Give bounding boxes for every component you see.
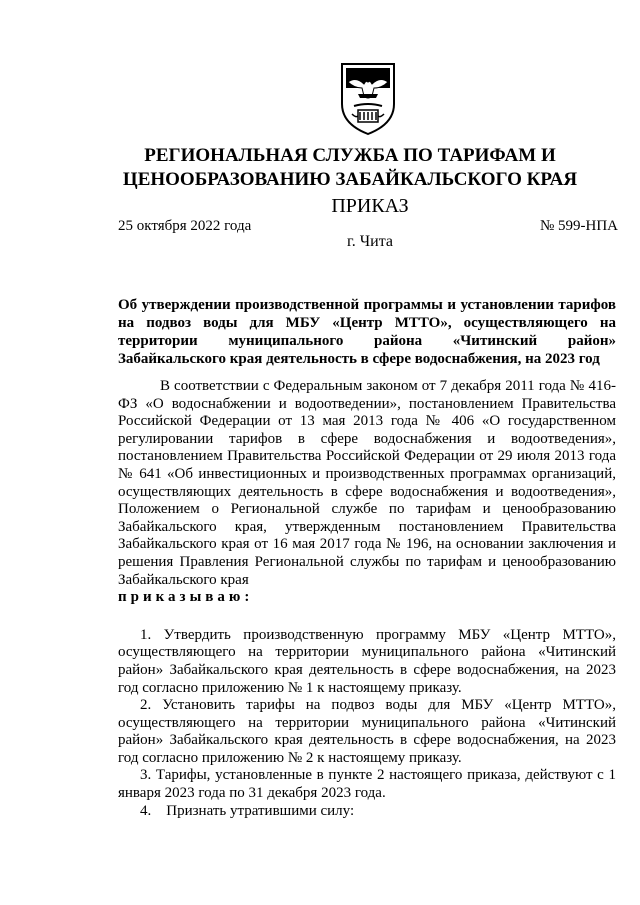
title-line: Об утверждении производственной программы и установлении тарифов xyxy=(118,297,616,313)
title-line: Забайкальского края деятельность в сфере водоснабжения, на 2023 год xyxy=(118,351,600,367)
org-line-2: ЦЕНООБРАЗОВАНИЮ ЗАБАЙКАЛЬСКОГО КРАЯ xyxy=(122,169,578,190)
organization-name xyxy=(110,144,590,192)
order-word xyxy=(118,589,616,607)
document-type: ПРИКАЗ xyxy=(331,195,409,217)
preamble-paragraph: В соответствии с Федеральным законом от 7 декабря 2011 года № 416-ФЗ «О водоснабжении и водоотведении», постановлением Правительства Российской Федерации от 13 мая 2013 года № 406 «О государственном регулировании тарифов в сфере водоснабжения и водоотведения», постановлением Правительства Российской Федерации от 29 июля 2013 года № 641 «Об инвестиционных и производственных программах организаций, осуществляющих деятельность в сфере водоснабжения и водоотведения», Положением о Региональной службе по тарифам и ценообразованию Забайкальского края, утвержденным постановлением Правительства Забайкальского края от 16 мая 2017 года № 196, на основании заключения и решения Правления Региональной службы по тарифам и ценообразованию Забайкальского края xyxy=(118,378,616,588)
document-title xyxy=(118,296,616,368)
document-city: г. Чита xyxy=(346,233,393,250)
document-number: № 599-НПА xyxy=(539,218,618,234)
title-line: территории муниципального района «Читинский район» xyxy=(118,333,616,349)
order-word-text: приказываю: xyxy=(118,589,254,606)
order-item: 2. Установить тарифы на подвоз воды для МБУ «Центр МТТО», осуществляющего на территории муниципального района «Читинский район» Забайкальского края деятельность в сфере водоснабжения, на 2023 год согласно приложению № 2 к настоящему приказу. xyxy=(118,697,616,766)
document-body xyxy=(118,378,616,820)
order-item: 4. Признать утратившими силу: xyxy=(140,802,355,819)
order-item: 1. Утвердить производственную программу МБУ «Центр МТТО», осуществляющего на территории муниципального района «Читинский район» Забайкальского края деятельность в сфере водоснабжения, на 2023 год согласно приложению № 1 к настоящему приказу. xyxy=(118,626,616,696)
org-line-1: РЕГИОНАЛЬНАЯ СЛУЖБА ПО ТАРИФАМ И xyxy=(144,145,556,166)
coat-of-arms-emblem xyxy=(328,58,408,138)
title-line: на подвоз воды для МБУ «Центр МТТО», осуществляющего на xyxy=(118,315,616,331)
order-item: 3. Тарифы, установленные в пункте 2 настоящего приказа, действуют с 1 января 2023 года по 31 декабря 2023 года. xyxy=(118,767,616,802)
document-date: 25 октября 2022 года xyxy=(118,218,252,234)
